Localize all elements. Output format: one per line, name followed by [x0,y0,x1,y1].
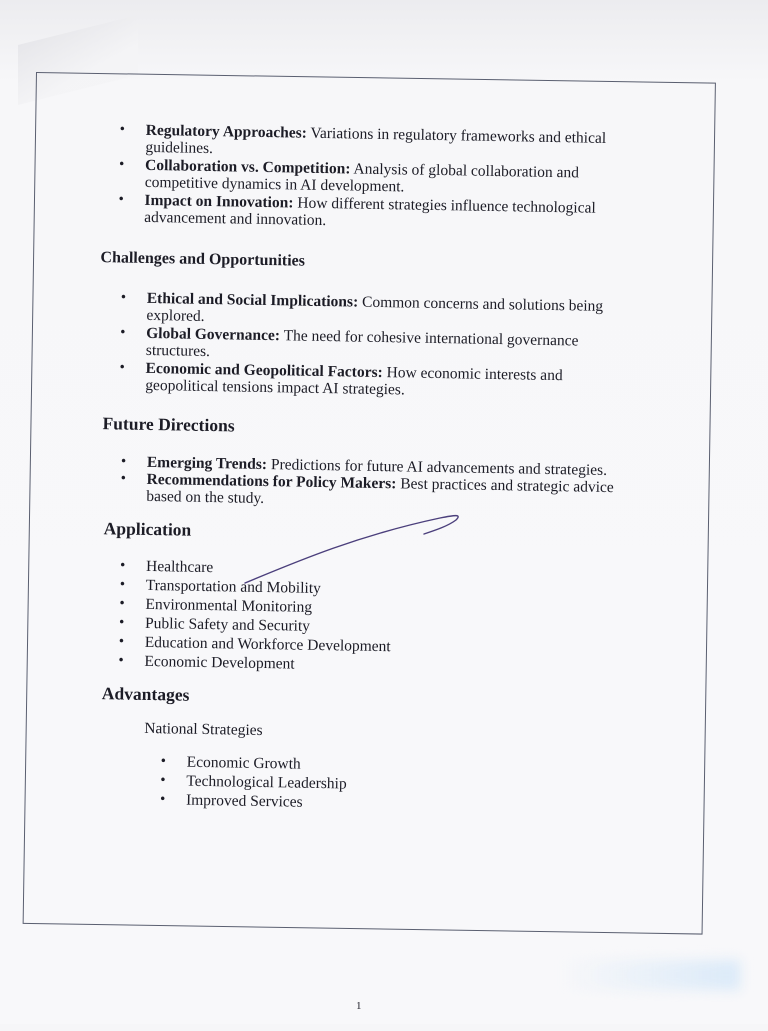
list-item: • Improved Services [186,791,486,815]
list-item: • Technological Leadership [186,772,486,796]
item-term: Ethical and Social Implications: [146,289,359,311]
list-item: • Education and Workforce Development [145,633,505,658]
list-item: • Healthcare [146,557,506,582]
item-text: Predictions for future AI advancements and strategies. [266,456,608,479]
challenges-heading: Challenges and Opportunities [100,249,306,270]
item-text: How different strategies influence technological advancement and innovation. [144,194,596,230]
advantages-subheading: National Strategies [144,719,263,739]
item-term: Emerging Trends: [146,453,268,474]
list-item: • Economic Development [144,652,504,677]
item-text: Best practices and strategic advice based on the study. [146,475,614,507]
list-item: • Environmental Monitoring [145,595,505,620]
item-text: Analysis of global collaboration and competitive dynamics in AI development. [144,160,580,196]
list-item: • Public Safety and Security [145,614,505,639]
item-text: Variations in regulatory frameworks and ethical guidelines. [145,124,607,158]
list-item: • Transportation and Mobility [146,576,506,601]
item-term: Global Governance: [146,324,281,345]
item-term: Economic and Geopolitical Factors: [145,359,383,382]
item-term: Regulatory Approaches: [145,121,308,142]
item-term: Collaboration vs. Competition: [144,156,351,178]
list-item: • Economic Growth [187,753,487,777]
item-text: Common concerns and solutions being explored. [146,293,604,325]
advantages-heading: Advantages [101,683,190,705]
item-text: How economic interests and geopolitical tensions impact AI strategies. [145,364,563,399]
item-term: Recommendations for Policy Makers: [146,470,397,493]
page-number: 1 [356,1000,362,1012]
item-text: The need for cohesive international governance structures. [145,327,579,361]
item-term: Impact on Innovation: [144,191,294,212]
future-heading: Future Directions [102,413,235,436]
application-heading: Application [103,518,192,540]
